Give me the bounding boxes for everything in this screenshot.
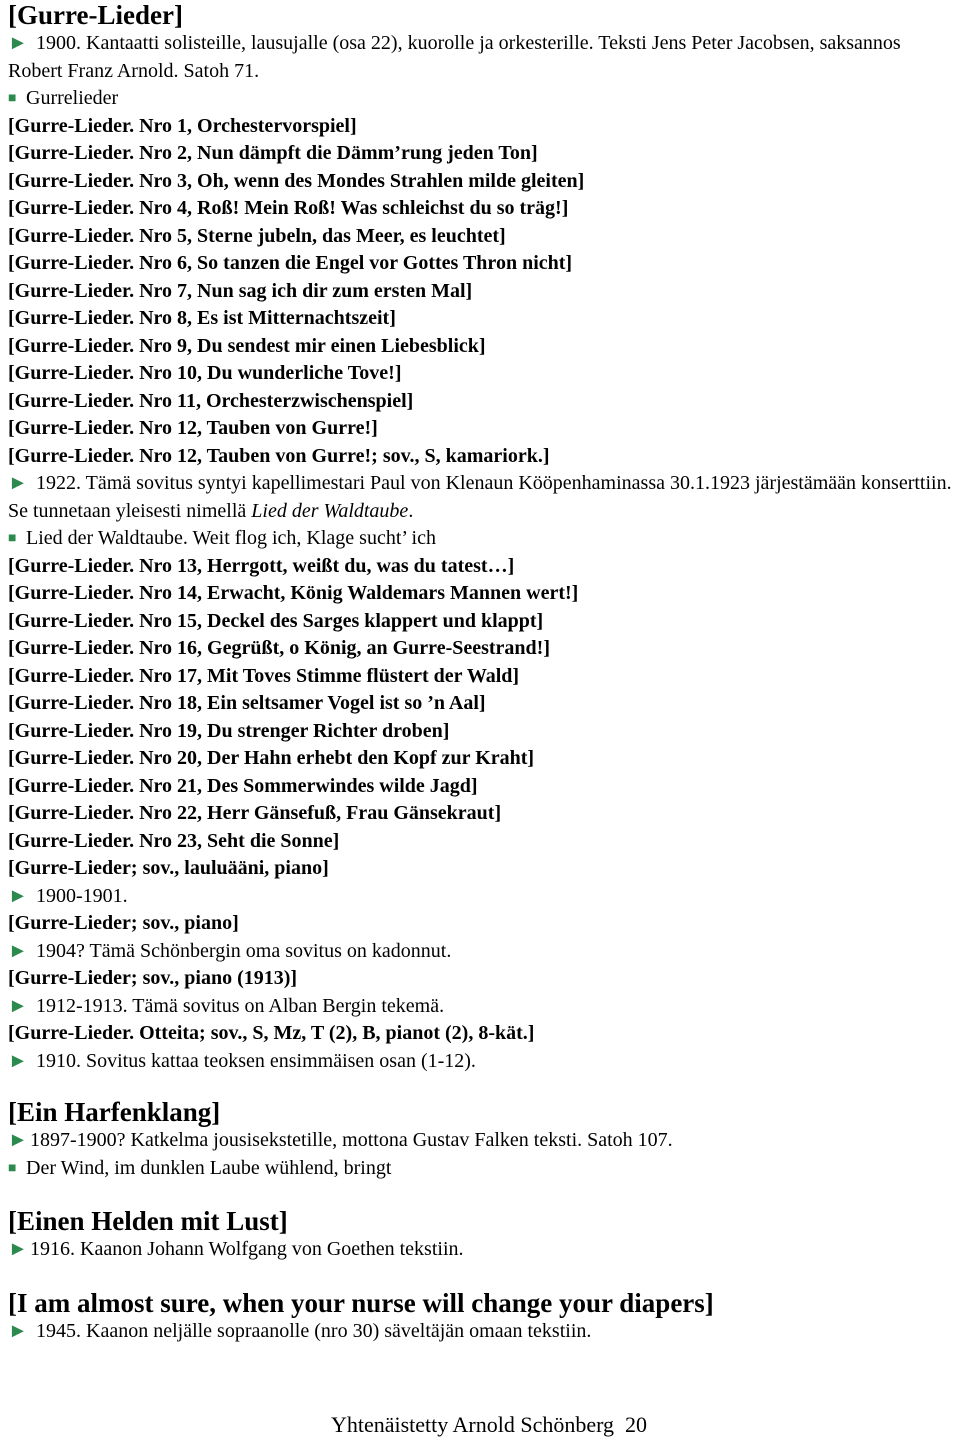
subtitle-line <box>8 1155 952 1183</box>
subtitle-line <box>8 525 952 553</box>
work-note <box>8 470 952 525</box>
work-note-text: 1916. Kaanon Johann Wolfgang von Goethen tekstiin. <box>30 1238 464 1260</box>
part-title: [Gurre-Lieder. Nro 22, Herr Gänsefuß, Frau Gänsekraut] <box>8 802 502 824</box>
section-heading-einen-helden-mit-lust: [Einen Helden mit Lust] <box>8 1206 288 1236</box>
part-title: [Gurre-Lieder. Nro 21, Des Sommerwindes wilde Jagd] <box>8 774 478 797</box>
document-page <box>8 0 952 1345</box>
subtitle-text: Der Wind, im dunklen Laube wühlend, bringt <box>26 1156 392 1179</box>
part-title: [Gurre-Lieder. Nro 16, Gegrüßt, o König, an Gurre-Seestrand!] <box>8 637 550 659</box>
work-note <box>8 1318 952 1346</box>
arrangement-note <box>8 1048 952 1076</box>
part-title: [Gurre-Lieder. Nro 18, Ein seltsamer Vogel ist so ’n Aal] <box>8 692 486 714</box>
play-triangle-icon: ► <box>8 1049 28 1072</box>
subtitle-text: Lied der Waldtaube. Weit flog ich, Klage sucht’ ich <box>26 527 436 549</box>
subtitle-line <box>8 85 952 113</box>
part-title: [Gurre-Lieder. Nro 2, Nun dämpft die Dämm’rung jeden Ton] <box>8 142 538 164</box>
part-title: [Gurre-Lieder. Nro 12, Tauben von Gurre!] <box>8 417 378 439</box>
part-title: [Gurre-Lieder. Nro 6, So tanzen die Engel vor Gottes Thron nicht] <box>8 252 573 274</box>
part-title: [Gurre-Lieder. Nro 19, Du strenger Richter droben] <box>8 719 450 742</box>
play-triangle-icon: ► <box>8 1129 28 1151</box>
square-bullet-icon: ■ <box>8 1160 17 1176</box>
work-note <box>8 30 952 85</box>
subtitle-text: Gurrelieder <box>26 87 119 109</box>
part-title: [Gurre-Lieder. Nro 1, Orchestervorspiel] <box>8 114 357 137</box>
section-heading-i-am-almost-sure: [I am almost sure, when your nurse will change your diapers] <box>8 1287 714 1318</box>
arrangement-note-text: 1912-1913. Tämä sovitus on Alban Bergin tekemä. <box>36 994 445 1017</box>
arrangement-note <box>8 883 952 911</box>
part-title: [Gurre-Lieder. Nro 17, Mit Toves Stimme flüstert der Wald] <box>8 664 520 687</box>
part-title: [Gurre-Lieder. Nro 11, Orchesterzwischenspiel] <box>8 389 414 412</box>
work-note <box>8 1236 952 1264</box>
work-note-text: 1897-1900? Katkelma jousisekstetille, mottona Gustav Falken teksti. Satoh 107. <box>30 1129 673 1151</box>
play-triangle-icon: ► <box>8 32 28 54</box>
part-title: [Gurre-Lieder. Nro 13, Herrgott, weißt du, was du tatest…] <box>8 554 515 577</box>
part-title: [Gurre-Lieder. Nro 9, Du sendest mir einen Liebesblick] <box>8 334 486 357</box>
play-triangle-icon: ► <box>8 1238 28 1260</box>
square-bullet-icon: ■ <box>8 531 17 546</box>
arrangement-note-text: 1910. Sovitus kattaa teoksen ensimmäisen osan (1-12). <box>36 1049 476 1072</box>
arrangement-note <box>8 993 952 1021</box>
section-heading-ein-harfenklang: [Ein Harfenklang] <box>8 1097 221 1127</box>
section-heading-gurre-lieder: [Gurre-Lieder] <box>8 0 183 30</box>
arrangement-note <box>8 938 952 966</box>
play-triangle-icon: ► <box>8 472 28 494</box>
work-note <box>8 1127 952 1155</box>
work-note-text: 1945. Kaanon neljälle sopraanolle (nro 30) säveltäjän omaan tekstiin. <box>36 1319 592 1342</box>
play-triangle-icon: ► <box>8 884 28 907</box>
part-title: [Gurre-Lieder. Nro 15, Deckel des Sarges klappert und klappt] <box>8 609 544 632</box>
arrangement-title: [Gurre-Lieder; sov., lauluääni, piano] <box>8 857 329 879</box>
arrangement-note-text: 1900-1901. <box>36 884 128 907</box>
play-triangle-icon: ► <box>8 939 28 962</box>
part-title: [Gurre-Lieder. Nro 5, Sterne jubeln, das Meer, es leuchtet] <box>8 224 506 247</box>
part-title: [Gurre-Lieder. Nro 8, Es ist Mitternachtszeit] <box>8 307 396 329</box>
arrangement-title: [Gurre-Lieder. Otteita; sov., S, Mz, T (2), B, pianot (2), 8-kät.] <box>8 1022 535 1044</box>
part-title: [Gurre-Lieder. Nro 10, Du wunderliche Tove!] <box>8 362 402 384</box>
part-title: [Gurre-Lieder. Nro 23, Seht die Sonne] <box>8 829 340 852</box>
play-triangle-icon: ► <box>8 994 28 1017</box>
work-note-text: 1900. Kantaatti solisteille, lausujalle (osa 22), kuorolle ja orkesterille. Teksti Jens Peter Jacobsen, saksannos Robert Franz Arnold. Satoh 71. <box>8 32 901 82</box>
part-title: [Gurre-Lieder. Nro 14, Erwacht, König Waldemars Mannen wert!] <box>8 582 579 604</box>
square-bullet-icon: ■ <box>8 91 17 106</box>
part-title: [Gurre-Lieder. Nro 3, Oh, wenn des Mondes Strahlen milde gleiten] <box>8 169 585 192</box>
work-note-italic: Lied der Waldtaube <box>251 499 409 522</box>
part-title: [Gurre-Lieder. Nro 20, Der Hahn erhebt den Kopf zur Kraht] <box>8 747 535 769</box>
work-note-text: 1922. Tämä sovitus syntyi kapellimestari Paul von Klenaun Kööpenhaminassa 30.1.1923 järjestämään konserttiin. Se tunnetaan yleisesti nimellä <box>8 472 952 522</box>
arrangement-title: [Gurre-Lieder; sov., piano] <box>8 912 239 934</box>
page-footer: Yhtenäistetty Arnold Schönberg 20 <box>330 1412 648 1437</box>
arrangement-title: [Gurre-Lieder; sov., piano (1913)] <box>8 967 298 989</box>
work-note-end: . <box>408 499 414 522</box>
play-triangle-icon: ► <box>8 1319 28 1342</box>
part-title: [Gurre-Lieder. Nro 4, Roß! Mein Roß! Was schleichst du so träg!] <box>8 197 569 219</box>
part-title: [Gurre-Lieder. Nro 7, Nun sag ich dir zum ersten Mal] <box>8 279 473 302</box>
part-title: [Gurre-Lieder. Nro 12, Tauben von Gurre!; sov., S, kamariork.] <box>8 444 550 467</box>
arrangement-note-text: 1904? Tämä Schönbergin oma sovitus on kadonnut. <box>36 939 452 962</box>
